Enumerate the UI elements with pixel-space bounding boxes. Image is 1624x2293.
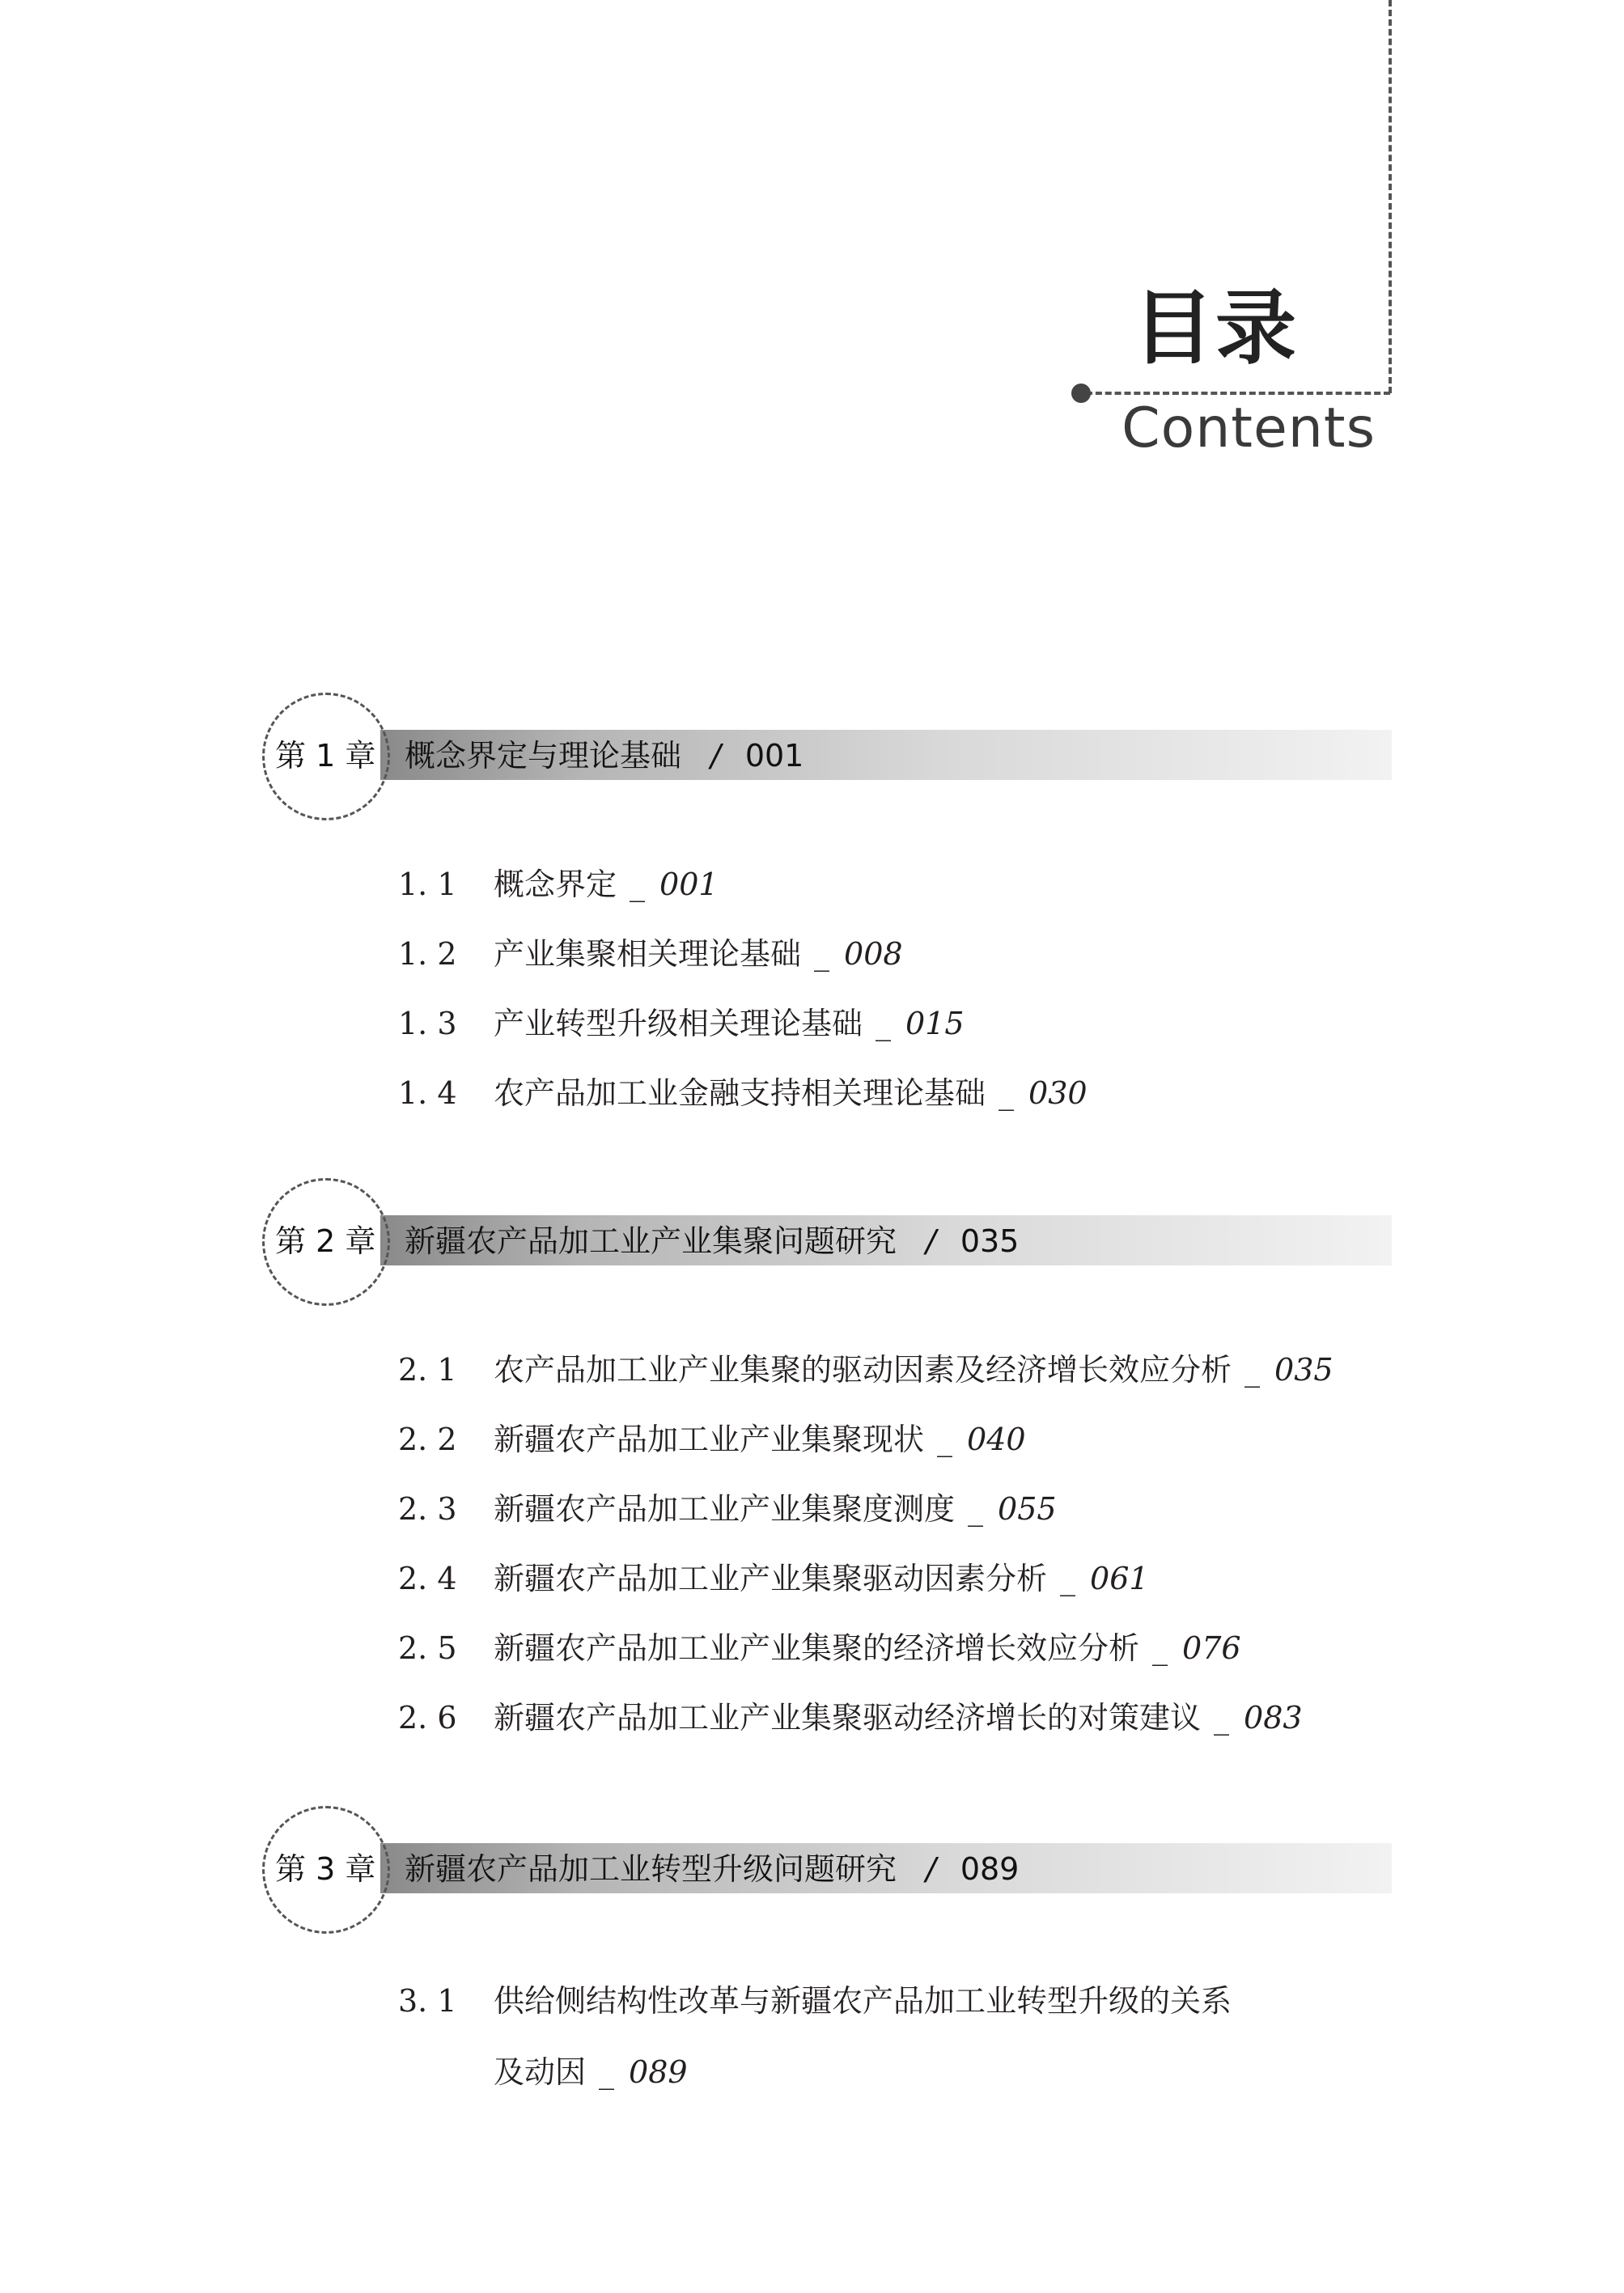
chapter-label: 第 3 章 [275,1851,376,1887]
section-title-continuation: 及动因 [494,2054,587,2090]
corner-dashed-horizontal-line [1086,392,1390,395]
page-title: 目录 [1133,280,1298,375]
leader-separator: _ [999,1075,1015,1111]
section-page: 089 [629,2054,688,2090]
chapter-title-line [405,735,804,777]
chapter-separator: / [710,738,721,774]
toc-entry-3-1-continuation[interactable] [494,2045,1384,2099]
chapter-title-line [405,1848,1019,1890]
leader-separator: _ [814,936,830,972]
section-title: 农产品加工业产业集聚的驱动因素及经济增长效应分析 [494,1352,1232,1388]
chapter-title: 概念界定与理论基础 [405,738,682,774]
section-page: 008 [844,936,903,972]
toc-entry-2-1[interactable] [398,1343,1401,1397]
leader-separator: _ [1060,1561,1076,1596]
corner-dashed-vertical-line [1389,0,1392,393]
toc-entry-2-5[interactable] [398,1621,1401,1675]
toc-entry-2-6[interactable] [398,1691,1401,1744]
leader-separator: _ [630,867,646,902]
toc-entry-3-1[interactable] [398,1974,1401,2028]
section-number: 1. 4 [398,1075,457,1111]
toc-entry-1-2[interactable] [398,927,1401,981]
toc-entry-1-3[interactable] [398,997,1401,1050]
section-page: 061 [1090,1561,1149,1596]
section-number: 2. 1 [398,1352,457,1388]
leader-separator: _ [1245,1352,1261,1388]
section-number: 2. 5 [398,1630,457,1666]
section-number: 3. 1 [398,1983,457,2019]
chapter-title: 新疆农产品加工业转型升级问题研究 [405,1851,897,1887]
section-page: 030 [1028,1075,1088,1111]
leader-separator: _ [599,2054,615,2090]
toc-entry-2-4[interactable] [398,1552,1401,1605]
section-title: 新疆农产品加工业产业集聚驱动经济增长的对策建议 [494,1700,1202,1736]
section-title: 概念界定 [494,867,617,902]
section-number: 1. 2 [398,936,457,972]
leader-separator: _ [1214,1700,1230,1736]
section-page: 083 [1244,1700,1303,1736]
leader-separator: _ [876,1006,892,1041]
section-title: 新疆农产品加工业产业集聚现状 [494,1422,925,1457]
chapter-label: 第 2 章 [275,1223,376,1259]
chapter-page: 035 [960,1223,1020,1259]
section-title: 供给侧结构性改革与新疆农产品加工业转型升级的关系 [494,1983,1232,2019]
toc-entry-2-3[interactable] [398,1482,1401,1536]
chapter-title: 新疆农产品加工业产业集聚问题研究 [405,1223,897,1259]
chapter-page: 089 [960,1851,1020,1887]
section-number: 2. 3 [398,1491,457,1527]
section-page: 035 [1274,1352,1334,1388]
leader-separator: _ [937,1422,953,1457]
section-title: 产业集聚相关理论基础 [494,936,802,972]
chapter-separator: / [926,1851,936,1887]
section-title: 农产品加工业金融支持相关理论基础 [494,1075,986,1111]
corner-dot [1071,384,1091,403]
chapter-1-heading[interactable] [243,693,1392,838]
chapter-separator: / [926,1223,936,1259]
section-page: 040 [967,1422,1026,1457]
section-page: 076 [1182,1630,1241,1666]
toc-entry-1-4[interactable] [398,1066,1401,1120]
section-page: 055 [998,1491,1057,1527]
leader-separator: _ [1152,1630,1168,1666]
chapter-3-heading[interactable] [243,1806,1392,1952]
chapter-label: 第 1 章 [275,738,376,774]
section-number: 1. 1 [398,867,457,902]
section-number: 2. 4 [398,1561,457,1596]
chapter-page: 001 [744,738,804,774]
section-number: 2. 6 [398,1700,457,1736]
section-title: 新疆农产品加工业产业集聚的经济增长效应分析 [494,1630,1140,1666]
section-title: 新疆农产品加工业产业集聚驱动因素分析 [494,1561,1048,1596]
page-subtitle: Contents [1122,396,1376,460]
toc-entry-2-2[interactable] [398,1413,1401,1466]
section-title: 新疆农产品加工业产业集聚度测度 [494,1491,956,1527]
toc-entry-1-1[interactable] [398,858,1401,911]
chapter-title-line [405,1220,1019,1262]
section-title: 产业转型升级相关理论基础 [494,1006,863,1041]
section-page: 001 [659,867,719,902]
section-number: 2. 2 [398,1422,457,1457]
section-page: 015 [905,1006,965,1041]
leader-separator: _ [968,1491,984,1527]
section-number: 1. 3 [398,1006,457,1041]
chapter-2-heading[interactable] [243,1178,1392,1324]
